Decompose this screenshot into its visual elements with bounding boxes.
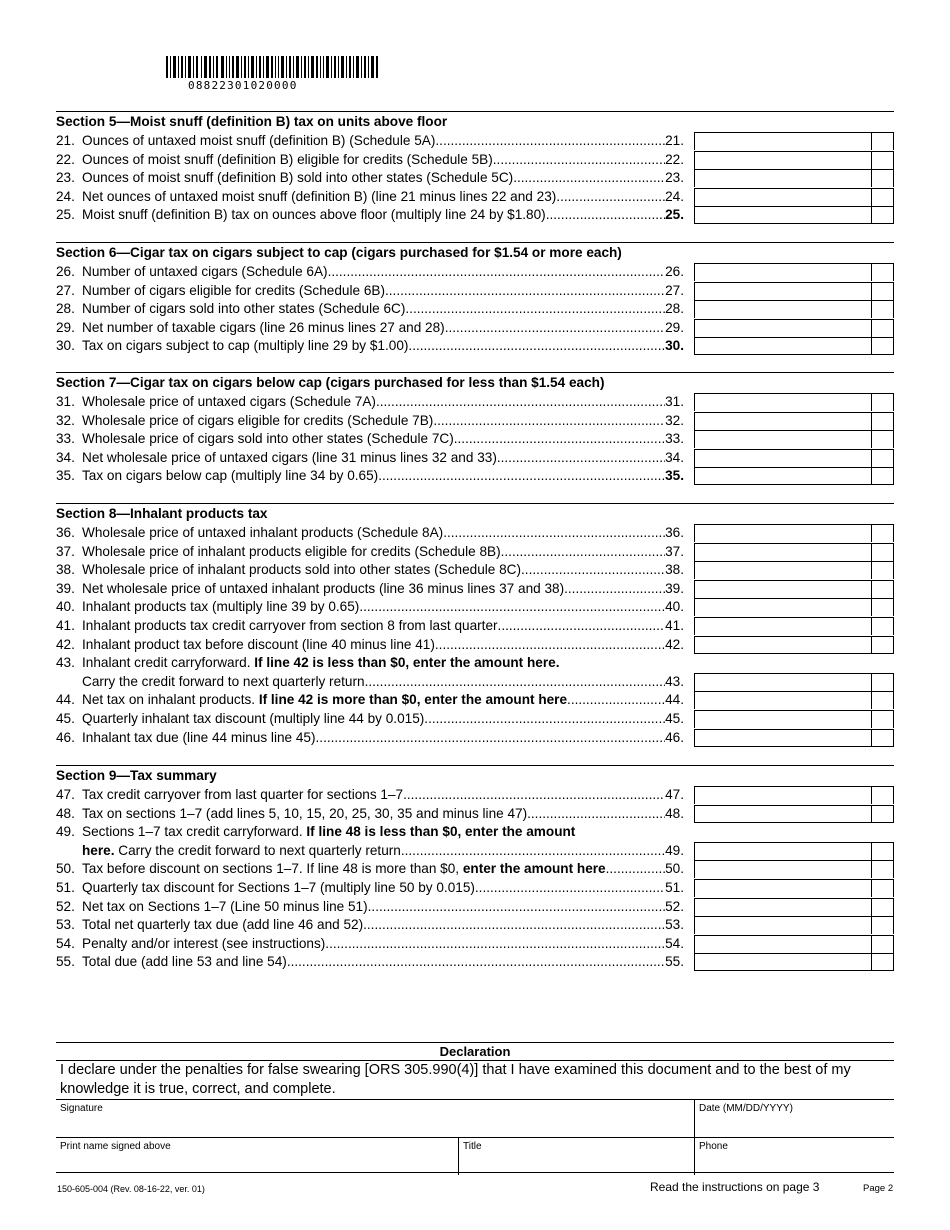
amount-input-42[interactable] [694, 636, 894, 654]
cents-input[interactable] [871, 618, 893, 635]
line-text: Quarterly inhalant tax discount (multiply line 44 by 0.015) [82, 710, 425, 726]
line-text: Net tax on inhalant products. [82, 692, 259, 708]
line-ref: 54. [665, 935, 684, 951]
line-text: Wholesale price of untaxed inhalant products (Schedule 8A) [82, 525, 444, 540]
form-line [56, 188, 894, 207]
cents-input[interactable] [871, 711, 893, 728]
line-number: 52. [56, 898, 75, 914]
line-text: Tax credit carryover from last quarter for sections 1–7 [82, 787, 404, 802]
instructions-note: Read the instructions on page 3 [650, 1180, 820, 1194]
cents-input[interactable] [871, 283, 893, 300]
form-line [56, 282, 894, 301]
line-ref: 41. [665, 617, 684, 633]
line-ref: 34. [665, 449, 684, 465]
line-ref: 31. [665, 394, 684, 409]
line-ref: 24. [665, 188, 684, 204]
line-number: 50. [56, 861, 75, 877]
form-line [56, 449, 894, 468]
cents-input[interactable] [871, 936, 893, 953]
title-field[interactable] [458, 1138, 694, 1175]
line-text: Wholesale price of cigars eligible for credits (Schedule 7B) [82, 412, 434, 428]
form-line [56, 430, 894, 449]
amount-input-43[interactable] [694, 673, 894, 691]
cents-input[interactable] [871, 394, 893, 411]
cents-input[interactable] [871, 880, 893, 897]
line-number: 32. [56, 412, 75, 428]
line-text: Ounces of moist snuff (definition B) eligible for credits (Schedule 5B) [82, 151, 493, 167]
form-line [56, 132, 894, 151]
declaration [56, 1042, 894, 1175]
line-ref: 38. [665, 562, 684, 578]
form-line [56, 300, 894, 319]
form-line [56, 636, 894, 655]
line-instruction: If line 48 is less than $0, enter the amount [306, 824, 576, 840]
form-line [56, 786, 894, 805]
line-instruction: here. [82, 842, 115, 858]
form-line [56, 617, 894, 636]
line-text: Inhalant products tax credit carryover from section 8 from last quarter [82, 617, 498, 633]
line-ref: 32. [665, 412, 684, 428]
section-5 [56, 111, 894, 225]
line-ref: 27. [665, 282, 684, 298]
amount-input-52[interactable] [694, 898, 894, 916]
print-name-label: Print name signed above [60, 1141, 171, 1152]
line-ref: 42. [665, 636, 684, 652]
cents-input[interactable] [871, 338, 893, 354]
cents-input[interactable] [871, 431, 893, 448]
amount-input-37[interactable] [694, 543, 894, 561]
cents-input[interactable] [871, 320, 893, 337]
amount-input-28[interactable] [694, 300, 894, 318]
section-title: Section 5—Moist snuff (definition B) tax on units above floor [56, 111, 894, 130]
line-ref: 52. [665, 898, 684, 914]
line-number: 38. [56, 562, 75, 578]
cents-input[interactable] [871, 637, 893, 653]
amount-input-38[interactable] [694, 561, 894, 579]
line-number: 27. [56, 282, 75, 298]
section-title: Section 9—Tax summary [56, 765, 894, 784]
line-text: Quarterly tax discount for Sections 1–7 (multiply line 50 by 0.015) [82, 879, 475, 895]
line-text: Carry the credit forward to next quarterly return [114, 842, 401, 858]
line-text: Tax on cigars below cap (multiply line 34 by 0.65) [82, 468, 379, 484]
form-line [56, 543, 894, 562]
line-ref: 37. [665, 543, 684, 559]
line-number: 31. [56, 394, 75, 409]
line-text: Net ounces of untaxed moist snuff (definition B) (line 21 minus lines 22 and 23) [82, 188, 557, 204]
line-text: Inhalant credit carryforward. [82, 655, 255, 671]
cents-input[interactable] [871, 599, 893, 616]
section-title: Section 8—Inhalant products tax [56, 503, 894, 522]
line-number: 44. [56, 692, 75, 708]
barcode-number: 08822301020000 [188, 79, 298, 92]
amount-input-32[interactable] [694, 412, 894, 430]
line-text: Sections 1–7 tax credit carryforward. [82, 824, 307, 840]
line-ref: 47. [665, 787, 684, 802]
line-text: Ounces of untaxed moist snuff (definition B) (Schedule 5A) [82, 133, 436, 148]
form-line [56, 673, 894, 692]
amount-input-41[interactable] [694, 617, 894, 635]
line-ref: 33. [665, 431, 684, 447]
line-number: 36. [56, 525, 75, 540]
cents-input[interactable] [871, 413, 893, 430]
form-line [56, 935, 894, 954]
page-number: Page 2 [863, 1183, 894, 1194]
line-instruction: If line 42 is more than $0, enter the amount here [258, 692, 568, 708]
line-number: 37. [56, 543, 75, 559]
line-ref: 23. [665, 170, 684, 186]
line-number: 46. [56, 729, 75, 745]
cents-input[interactable] [871, 581, 893, 598]
amount-input-33[interactable] [694, 430, 894, 448]
cents-input[interactable] [871, 899, 893, 916]
form-line [56, 654, 894, 673]
line-text: Total net quarterly tax due (add line 46 and 52) [82, 917, 364, 933]
phone-field[interactable] [694, 1138, 894, 1175]
line-number: 30. [56, 338, 75, 354]
form-line [56, 898, 894, 917]
amount-input-36[interactable] [694, 524, 894, 542]
line-text: Wholesale price of cigars sold into other states (Schedule 7C) [82, 431, 454, 447]
form-line [56, 393, 894, 412]
form-line [56, 879, 894, 898]
amount-input-23[interactable] [694, 169, 894, 187]
line-number: 41. [56, 617, 75, 633]
section-9 [56, 765, 894, 972]
line-ref: 49. [665, 842, 684, 858]
line-number: 39. [56, 580, 75, 596]
line-number: 40. [56, 599, 75, 615]
cents-input[interactable] [871, 787, 893, 804]
line-number: 53. [56, 917, 75, 933]
cents-input[interactable] [871, 133, 893, 150]
line-number: 42. [56, 636, 75, 652]
date-field[interactable] [694, 1100, 894, 1137]
amount-input-39[interactable] [694, 580, 894, 598]
line-instruction: If line 42 is less than $0, enter the amount here. [254, 655, 560, 671]
line-number: 33. [56, 431, 75, 447]
line-text: Tax on cigars subject to cap (multiply line 29 by $1.00) [82, 338, 409, 354]
form-line [56, 263, 894, 282]
name-row [56, 1137, 894, 1175]
form-line [56, 337, 894, 356]
form-line [56, 953, 894, 972]
form-line [56, 842, 894, 861]
amount-input-47[interactable] [694, 786, 894, 804]
signature-field[interactable] [56, 1100, 694, 1137]
form-line [56, 524, 894, 543]
amount-input-44[interactable] [694, 691, 894, 709]
cents-input[interactable] [871, 861, 893, 878]
form-line [56, 691, 894, 710]
phone-label: Phone [699, 1141, 728, 1152]
footer-divider [56, 1172, 894, 1173]
line-text: Net wholesale price of untaxed cigars (line 31 minus lines 32 and 33) [82, 449, 497, 465]
cents-input[interactable] [871, 843, 893, 860]
line-text: Wholesale price of untaxed cigars (Schedule 7A) [82, 394, 376, 409]
form-line [56, 319, 894, 338]
title-label: Title [463, 1141, 482, 1152]
cents-input[interactable] [871, 189, 893, 206]
line-number: 21. [56, 133, 75, 148]
amount-input-21[interactable] [694, 132, 894, 150]
cents-input[interactable] [871, 450, 893, 467]
amount-input-45[interactable] [694, 710, 894, 728]
signature-label: Signature [60, 1103, 103, 1114]
line-ref: 30. [665, 338, 684, 354]
form-line [56, 860, 894, 879]
line-text: Number of untaxed cigars (Schedule 6A) [82, 264, 328, 279]
section-title: Section 7—Cigar tax on cigars below cap (cigars purchased for less than $1.54 each) [56, 372, 894, 391]
line-ref: 36. [665, 525, 684, 540]
amount-input-53[interactable] [694, 916, 894, 934]
form-line [56, 598, 894, 617]
line-text: Net tax on Sections 1–7 (Line 50 minus line 51) [82, 898, 368, 914]
cents-input[interactable] [871, 301, 893, 318]
form-line [56, 412, 894, 431]
amount-input-22[interactable] [694, 151, 894, 169]
line-ref: 50. [665, 861, 684, 877]
line-number: 28. [56, 301, 75, 317]
line-text: Moist snuff (definition B) tax on ounces above floor (multiply line 24 by $1.80) [82, 207, 546, 223]
line-text: Inhalant tax due (line 44 minus line 45) [82, 729, 316, 745]
form-line [56, 823, 894, 842]
line-ref: 45. [665, 710, 684, 726]
line-ref: 51. [665, 879, 684, 895]
line-text: Carry the credit forward to next quarterly return [82, 673, 365, 689]
line-text: Net number of taxable cigars (line 26 minus lines 27 and 28) [82, 319, 445, 335]
form-id: 150-605-004 (Rev. 08-16-22, ver. 01) [57, 1184, 205, 1194]
amount-input-27[interactable] [694, 282, 894, 300]
line-ref: 53. [665, 917, 684, 933]
cents-input[interactable] [871, 674, 893, 691]
declaration-text: I declare under the penalties for false swearing [ORS 305.990(4)] that I have examined this document and to the best of my knowledge it is true, correct, and complete. [56, 1060, 894, 1099]
cents-input[interactable] [871, 692, 893, 709]
line-number: 48. [56, 805, 75, 821]
line-number: 49. [56, 824, 75, 840]
form-line [56, 916, 894, 935]
line-text: Number of cigars sold into other states (Schedule 6C) [82, 301, 406, 317]
section-7 [56, 372, 894, 486]
line-number: 24. [56, 188, 75, 204]
line-ref: 25. [665, 207, 684, 223]
amount-input-46[interactable] [694, 729, 894, 747]
amount-input-25[interactable] [694, 206, 894, 224]
section-6 [56, 242, 894, 356]
section-8 [56, 503, 894, 747]
line-ref: 46. [665, 729, 684, 745]
amount-input-54[interactable] [694, 935, 894, 953]
line-ref: 28. [665, 301, 684, 317]
line-text: Number of cigars eligible for credits (Schedule 6B) [82, 282, 385, 298]
section-title: Section 6—Cigar tax on cigars subject to cap (cigars purchased for $1.54 or more each) [56, 242, 894, 261]
line-text: Wholesale price of inhalant products sold into other states (Schedule 8C) [82, 562, 522, 578]
cents-input[interactable] [871, 207, 893, 223]
date-label: Date (MM/DD/YYYY) [699, 1103, 793, 1114]
signature-row [56, 1099, 894, 1137]
line-ref: 35. [665, 468, 684, 484]
line-ref: 21. [665, 133, 684, 148]
line-number: 34. [56, 449, 75, 465]
cents-input[interactable] [871, 730, 893, 746]
amount-input-35[interactable] [694, 467, 894, 485]
line-ref: 55. [665, 954, 684, 970]
cents-input[interactable] [871, 468, 893, 484]
barcode [166, 56, 378, 78]
cents-input[interactable] [871, 544, 893, 561]
line-ref: 26. [665, 264, 684, 279]
line-text: Total due (add line 53 and line 54) [82, 954, 287, 970]
amount-input-26[interactable] [694, 263, 894, 281]
amount-input-31[interactable] [694, 393, 894, 411]
line-number: 26. [56, 264, 75, 279]
line-instruction: enter the amount here [462, 861, 606, 877]
amount-input-34[interactable] [694, 449, 894, 467]
line-ref: 43. [665, 673, 684, 689]
line-number: 23. [56, 170, 75, 186]
form-line [56, 561, 894, 580]
form-line [56, 206, 894, 225]
form-line [56, 151, 894, 170]
line-number: 43. [56, 655, 75, 671]
declaration-title: Declaration [56, 1042, 894, 1060]
amount-input-24[interactable] [694, 188, 894, 206]
amount-input-40[interactable] [694, 598, 894, 616]
line-number: 45. [56, 710, 75, 726]
line-number: 29. [56, 319, 75, 335]
line-ref: 39. [665, 580, 684, 596]
form-line [56, 580, 894, 599]
line-ref: 29. [665, 319, 684, 335]
line-number: 51. [56, 879, 75, 895]
line-ref: 40. [665, 599, 684, 615]
line-text: Tax before discount on sections 1–7. If line 48 is more than $0, [82, 861, 463, 877]
cents-input[interactable] [871, 525, 893, 542]
line-text: Inhalant product tax before discount (line 40 minus line 41) [82, 636, 435, 652]
cents-input[interactable] [871, 264, 893, 281]
amount-input-30[interactable] [694, 337, 894, 355]
line-number: 47. [56, 787, 75, 802]
amount-input-50[interactable] [694, 860, 894, 878]
amount-input-48[interactable] [694, 805, 894, 823]
line-text: Wholesale price of inhalant products eligible for credits (Schedule 8B) [82, 543, 501, 559]
line-ref: 22. [665, 151, 684, 167]
line-ref: 48. [665, 805, 684, 821]
line-text: Tax on sections 1–7 (add lines 5, 10, 15, 20, 25, 30, 35 and minus line 47) [82, 805, 528, 821]
line-text: Penalty and/or interest (see instructions) [82, 935, 326, 951]
form-line [56, 169, 894, 188]
cents-input[interactable] [871, 562, 893, 579]
line-text: Ounces of moist snuff (definition B) sold into other states (Schedule 5C) [82, 170, 514, 186]
line-ref: 44. [665, 692, 684, 708]
cents-input[interactable] [871, 170, 893, 187]
line-number: 54. [56, 935, 75, 951]
form-line [56, 729, 894, 748]
line-text: Net wholesale price of untaxed inhalant products (line 36 minus lines 37 and 38) [82, 580, 565, 596]
cents-input[interactable] [871, 806, 893, 822]
amount-input-51[interactable] [694, 879, 894, 897]
line-number: 35. [56, 468, 75, 484]
line-number: 55. [56, 954, 75, 970]
line-text: Inhalant products tax (multiply line 39 by 0.65) [82, 599, 360, 615]
form-line [56, 467, 894, 486]
amount-input-49[interactable] [694, 842, 894, 860]
form-line [56, 805, 894, 824]
amount-input-55[interactable] [694, 953, 894, 971]
line-number: 25. [56, 207, 75, 223]
amount-input-29[interactable] [694, 319, 894, 337]
cents-input[interactable] [871, 954, 893, 970]
print-name-field[interactable] [56, 1138, 458, 1175]
line-number: 22. [56, 151, 75, 167]
form-line [56, 710, 894, 729]
cents-input[interactable] [871, 917, 893, 934]
cents-input[interactable] [871, 152, 893, 169]
